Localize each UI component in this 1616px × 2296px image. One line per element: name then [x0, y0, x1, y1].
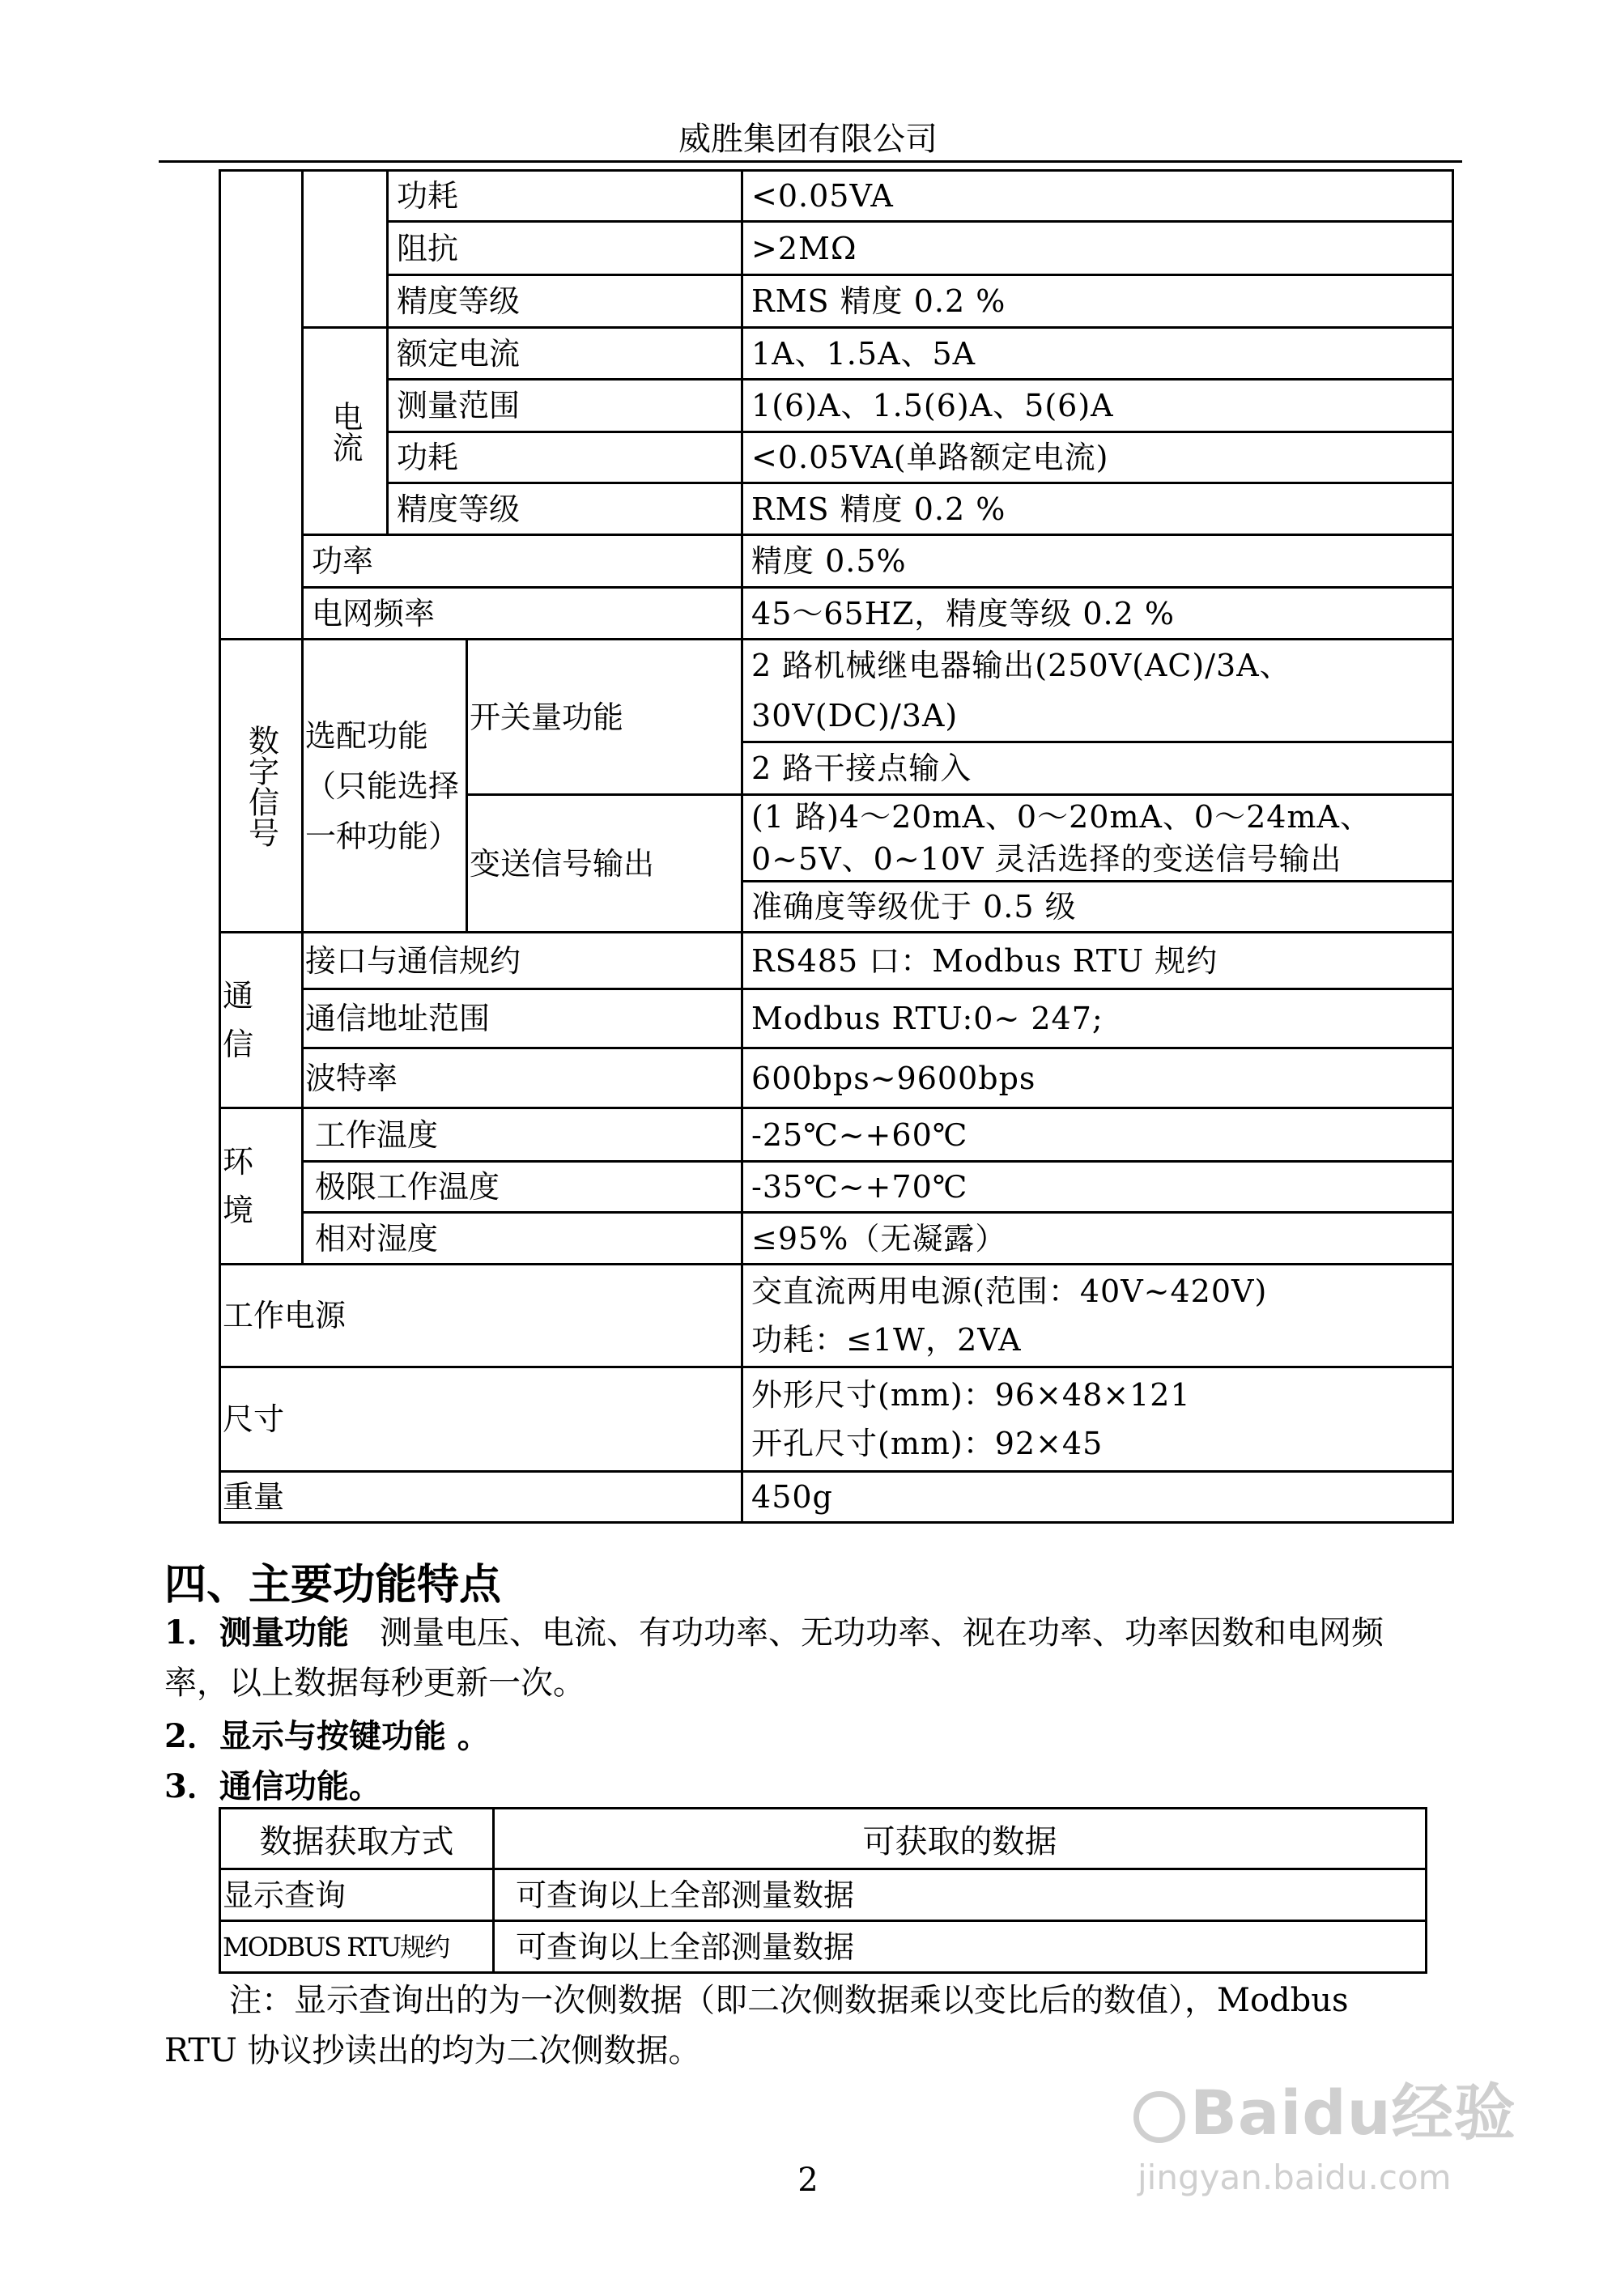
value-line: 交直流两用电源(范围：40V~420V)	[751, 1273, 1268, 1309]
table-row	[220, 1869, 1427, 1921]
row-label: 功耗	[388, 171, 742, 222]
row-label: 通信地址范围	[303, 989, 742, 1048]
baidu-watermark	[1133, 2073, 1587, 2202]
table-row	[220, 275, 1453, 328]
section-title: 四、主要功能特点	[164, 1560, 502, 1609]
feature-comm	[164, 1762, 1427, 1812]
env-group-text: 环境	[223, 1144, 254, 1228]
row-label: 精度等级	[388, 483, 742, 535]
comm-group-label	[220, 933, 303, 1108]
table-row	[220, 1048, 1453, 1108]
function-table	[219, 1807, 1427, 1974]
paw-icon	[1133, 2091, 1185, 2143]
header-divider	[159, 160, 1462, 163]
table-row	[220, 535, 1453, 588]
row-label: 测量范围	[388, 380, 742, 432]
feature-text: 测量电压、电流、有功功率、无功功率、视在功率、功率因数和电网频率，以上数据每秒更新一次。	[164, 1614, 1384, 1702]
table-row	[220, 171, 1453, 222]
table-cell: MODBUS RTU规约	[220, 1921, 494, 1973]
feature-display	[164, 1711, 1427, 1762]
table-row	[220, 1108, 1453, 1162]
feature-title: 3．通信功能。	[164, 1767, 381, 1805]
table-row	[220, 432, 1453, 483]
row-value: <0.05VA(单路额定电流)	[742, 432, 1453, 483]
row-label: 工作电源	[220, 1265, 742, 1367]
row-value: RMS 精度 0.2 %	[742, 483, 1453, 535]
table-row	[220, 1265, 1453, 1367]
row-label: 电网频率	[303, 588, 742, 640]
table-row	[220, 1213, 1453, 1265]
row-value: (1 路)4～20mA、0～20mA、0～24mA、0~5V、0~10V 灵活选择的变送信号输出	[742, 795, 1453, 882]
table-row	[220, 483, 1453, 535]
switch-label: 开关量功能	[467, 640, 742, 795]
row-value: 600bps~9600bps	[742, 1048, 1453, 1108]
row-value	[742, 1265, 1453, 1367]
page-header: 威胜集团有限公司	[678, 121, 938, 158]
row-label: 相对湿度	[303, 1213, 742, 1265]
row-value: Modbus RTU:0~ 247;	[742, 989, 1453, 1048]
row-label: 功耗	[388, 432, 742, 483]
row-value: ≤95%（无凝露）	[742, 1213, 1453, 1265]
row-value: 1A、1.5A、5A	[742, 328, 1453, 380]
table-row	[220, 328, 1453, 380]
note-paragraph: 注：显示查询出的为一次侧数据（即二次侧数据乘以变比后的数值），Modbus RTU 协议抄读出的均为二次侧数据。	[164, 1982, 1349, 2069]
column-header: 数据获取方式	[220, 1809, 494, 1869]
table-header-row	[220, 1809, 1427, 1869]
env-group-label	[220, 1108, 303, 1265]
table-row	[220, 588, 1453, 640]
watermark-brand: Baidu经验	[1190, 2077, 1516, 2149]
row-value: >2MΩ	[742, 222, 1453, 275]
row-value: <0.05VA	[742, 171, 1453, 222]
row-value	[742, 1367, 1453, 1472]
row-value: 2 路机械继电器输出(250V(AC)/3A、30V(DC)/3A)	[742, 640, 1453, 742]
feature-title: 2．显示与按键功能 。	[164, 1717, 490, 1755]
row-label: 波特率	[303, 1048, 742, 1108]
watermark-logo	[1133, 2073, 1587, 2154]
row-value: 2 路干接点输入	[742, 742, 1453, 795]
row-label: 精度等级	[388, 275, 742, 328]
table-cell: 可查询以上全部测量数据	[494, 1921, 1427, 1973]
row-label: 重量	[220, 1472, 742, 1523]
spec-table	[219, 169, 1454, 1524]
row-label: 极限工作温度	[303, 1162, 742, 1213]
row-value: RMS 精度 0.2 %	[742, 275, 1453, 328]
value-line: 功耗：≤1W，2VA	[751, 1322, 1022, 1358]
watermark-url: jingyan.baidu.com	[1138, 2158, 1452, 2197]
voltage-current-group-cell	[220, 171, 303, 640]
option-label: 选配功能（只能选择一种功能）	[303, 640, 467, 933]
table-row	[220, 989, 1453, 1048]
row-label: 工作温度	[303, 1108, 742, 1162]
digital-group-label: 数字信号	[220, 640, 303, 933]
comm-group-text: 通信	[223, 978, 254, 1062]
table-cell: 显示查询	[220, 1869, 494, 1921]
table-row	[220, 1367, 1453, 1472]
current-group-label: 电流	[303, 328, 388, 535]
row-value: 准确度等级优于 0.5 级	[742, 882, 1453, 933]
row-label: 接口与通信规约	[303, 933, 742, 989]
column-header: 可获取的数据	[494, 1809, 1427, 1869]
row-value: 1(6)A、1.5(6)A、5(6)A	[742, 380, 1453, 432]
row-label: 尺寸	[220, 1367, 742, 1472]
row-value: -25℃~+60℃	[742, 1108, 1453, 1162]
row-value: RS485 口：Modbus RTU 规约	[742, 933, 1453, 989]
row-label: 功率	[303, 535, 742, 588]
voltage-group-cell	[303, 171, 388, 328]
table-row	[220, 1162, 1453, 1213]
transmit-label: 变送信号输出	[467, 795, 742, 933]
table-row	[220, 222, 1453, 275]
value-line: 开孔尺寸(mm)：92×45	[751, 1426, 1104, 1461]
table-row	[220, 640, 1453, 742]
feature-title: 1．测量功能	[164, 1614, 349, 1652]
row-value: 45～65HZ，精度等级 0.2 %	[742, 588, 1453, 640]
table-row	[220, 380, 1453, 432]
table-row	[220, 1921, 1427, 1973]
row-label: 阻抗	[388, 222, 742, 275]
value-line: 外形尺寸(mm)：96×48×121	[751, 1377, 1191, 1413]
page-number: 2	[797, 2162, 819, 2199]
row-value: 精度 0.5%	[742, 535, 1453, 588]
row-value: 450g	[742, 1472, 1453, 1523]
table-row	[220, 933, 1453, 989]
row-label: 额定电流	[388, 328, 742, 380]
row-value: -35℃~+70℃	[742, 1162, 1453, 1213]
table-cell: 可查询以上全部测量数据	[494, 1869, 1427, 1921]
table-row	[220, 1472, 1453, 1523]
feature-measure	[164, 1608, 1427, 1708]
